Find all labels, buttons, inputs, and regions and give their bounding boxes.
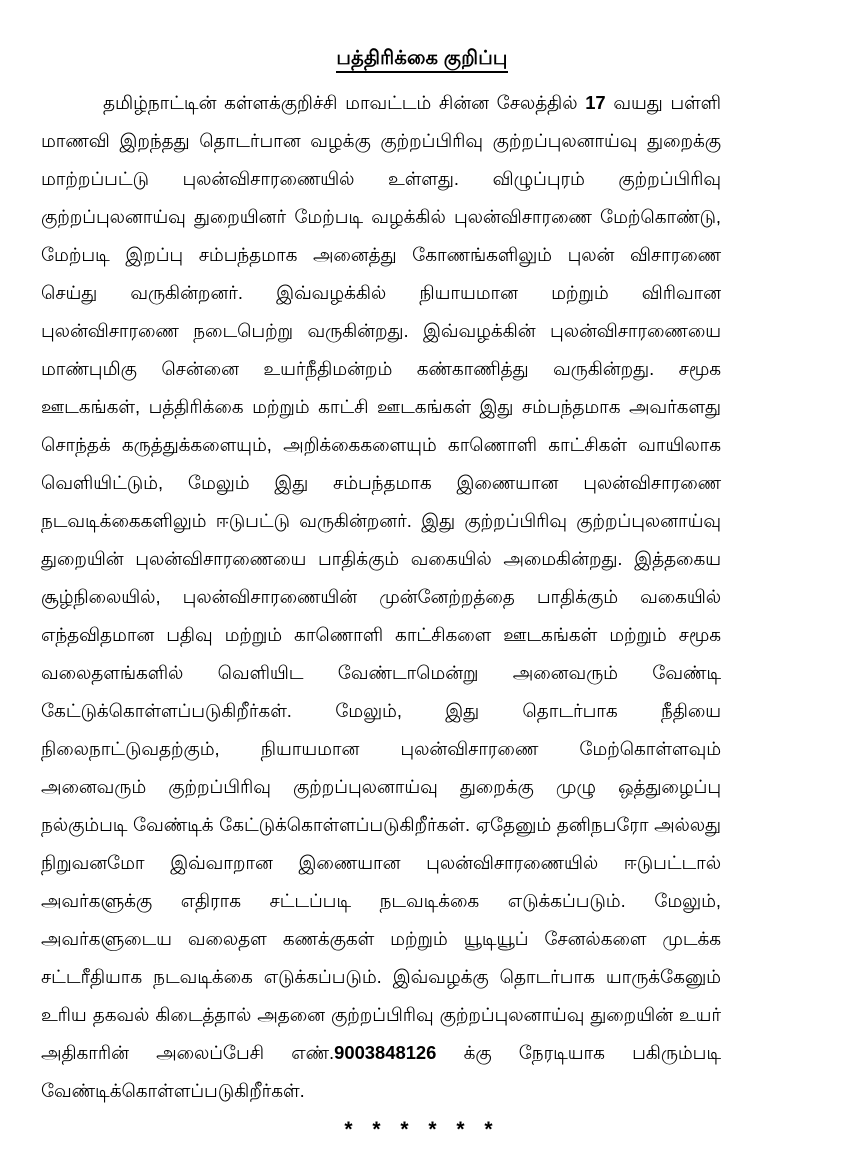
emphasised-value: 17: [585, 92, 606, 113]
emphasised-value: 9003848126: [334, 1042, 437, 1063]
body-paragraph: [41, 84, 721, 1110]
page-title: [0, 47, 844, 73]
page-title-text: பத்திரிக்கை குறிப்பு: [336, 47, 507, 73]
body-text-run: க்கு நேரடியாக பகிரும்படி வேண்டிக்கொள்ளப்படுகிறீர்கள்.: [41, 1042, 721, 1101]
body-text-run: தமிழ்நாட்டின் கள்ளக்குறிச்சி மாவட்டம் சின்ன சேலத்தில்: [103, 92, 586, 113]
body-text-run: வயது பள்ளி மாணவி இறந்தது தொடர்பான வழக்கு குற்றப்பிரிவு குற்றப்புலனாய்வு துறைக்கு மாற்றப்பட்டு புலன்விசாரணையில் உள்ளது. விழுப்புரம் குற்றப்பிரிவு குற்றப்புலனாய்வு துறையினர் மேற்படி வழக்கில் புலன்விசாரணை மேற்கொண்டு, மேற்படி இறப்பு சம்பந்தமாக அனைத்து கோணங்களிலும் புலன் விசாரணை செய்து வருகின்றனர். இவ்வழக்கில் நியாயமான மற்றும் விரிவான புலன்விசாரணை நடைபெற்று வருகின்றது. இவ்வழக்கின் புலன்விசாரணையை மாண்புமிகு சென்னை உயர்நீதிமன்றம் கண்காணித்து வருகின்றது. சமூக ஊடகங்கள், பத்திரிக்கை மற்றும் காட்சி ஊடகங்கள் இது சம்பந்தமாக அவர்களது சொந்தக் கருத்துக்களையும், அறிக்கைகளையும் காணொளி காட்சிகள் வாயிலாக வெளியிட்டும், மேலும் இது சம்பந்தமாக இணையான புலன்விசாரணை நடவடிக்கைகளிலும் ஈடுபட்டு வருகின்றனர். இது குற்றப்பிரிவு குற்றப்புலனாய்வு துறையின் புலன்விசாரணையை பாதிக்கும் வகையில் அமைகின்றது. இத்தகைய சூழ்நிலையில், புலன்விசாரணையின் முன்னேற்றத்தை பாதிக்கும் வகையில் எந்தவிதமான பதிவு மற்றும் காணொளி காட்சிகளை ஊடகங்கள் மற்றும் சமூக வலைதளங்களில் வெளியிட வேண்டாமென்று அனைவரும் வேண்டி கேட்டுக்கொள்ளப்படுகிறீர்கள். மேலும், இது தொடர்பாக நீதியை நிலைநாட்டுவதற்கும், நியாயமான புலன்விசாரணை மேற்கொள்ளவும் அனைவரும் குற்றப்பிரிவு குற்றப்புலனாய்வு துறைக்கு முழு ஒத்துழைப்பு நல்கும்படி வேண்டிக் கேட்டுக்கொள்ளப்படுகிறீர்கள். ஏதேனும் தனிநபரோ அல்லது நிறுவனமோ இவ்வாறான இணையான புலன்விசாரணையில் ஈடுபட்டால் அவர்களுக்கு எதிராக சட்டப்படி நடவடிக்கை எடுக்கப்படும். மேலும், அவர்களுடைய வலைதள கணக்குகள் மற்றும் யூடியூப் சேனல்களை முடக்க சட்டரீதியாக நடவடிக்கை எடுக்கப்படும். இவ்வழக்கு தொடர்பாக யாருக்கேனும் உரிய தகவல் கிடைத்தால் அதனை குற்றப்பிரிவு குற்றப்புலனாய்வு துறையின் உயர் அதிகாரின் அலைப்பேசி எண்.: [41, 92, 721, 1063]
footer-separator: * * * * * *: [344, 1118, 500, 1141]
document-body: [41, 84, 721, 1110]
